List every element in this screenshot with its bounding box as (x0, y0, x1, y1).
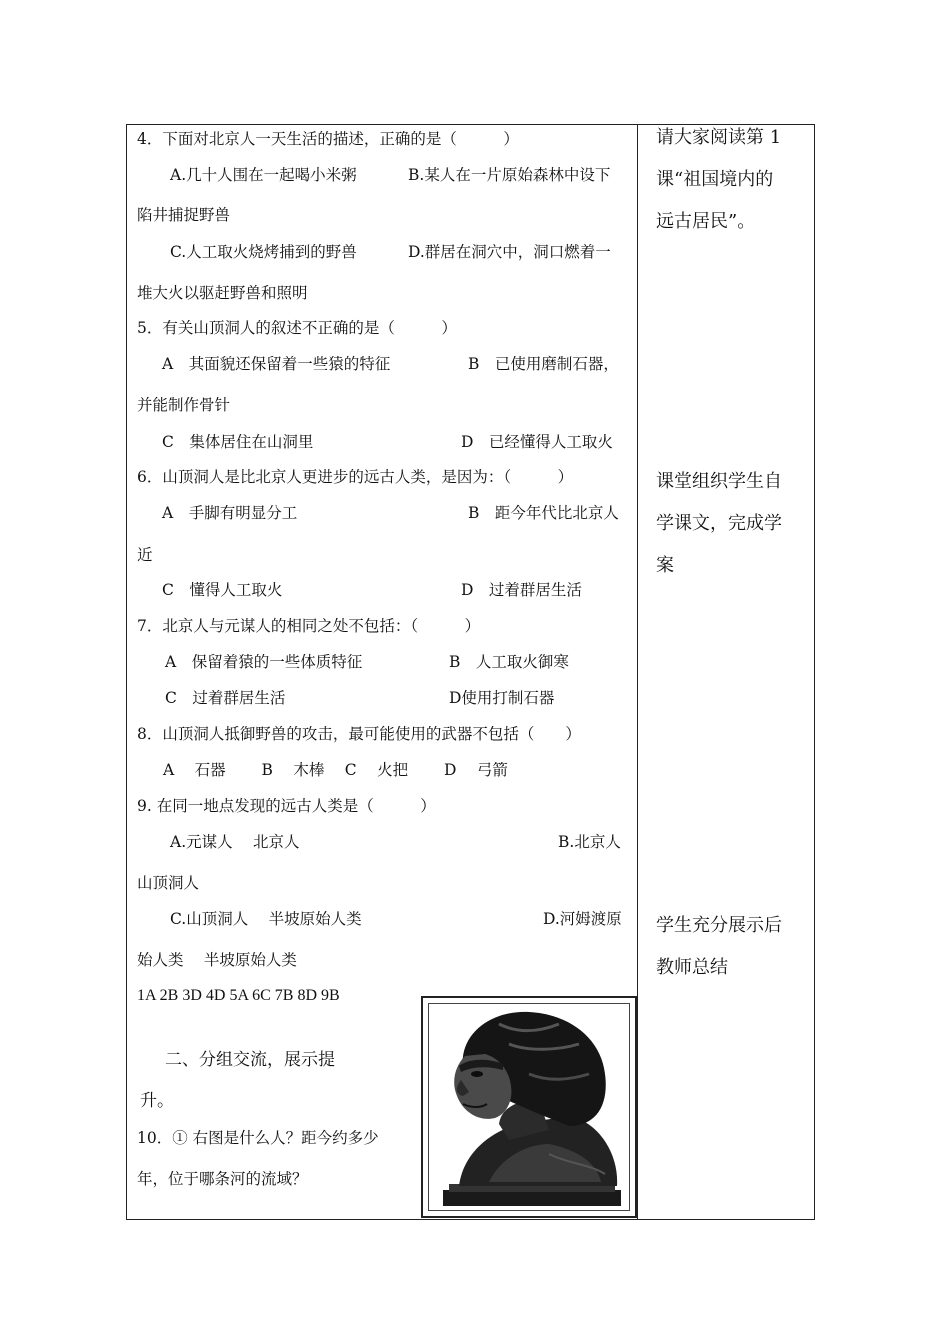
q9-stem: 9. 在同一地点发现的远古人类是（ ） (137, 797, 436, 815)
bust-illustration (429, 1004, 631, 1212)
q10-stem-cont: 年，位于哪条河的流域？ (137, 1170, 308, 1188)
q9-option-d-cont: 始人类 半坡原始人类 (137, 951, 297, 969)
note-line: 案 (656, 555, 674, 576)
q4-option-d-cont: 堆大火以驱赶野兽和照明 (137, 284, 308, 302)
q8-stem: 8．山顶洞人抵御野兽的攻击，最可能使用的武器不包括（ ） (137, 725, 581, 743)
q4-option-c: C.人工取火烧烤捕到的野兽 (170, 243, 357, 261)
q7-stem: 7．北京人与元谋人的相同之处不包括：（ ） (137, 617, 481, 635)
answer-key: 1A 2B 3D 4D 5A 6C 7B 8D 9B (137, 987, 340, 1004)
note-line: 教师总结 (656, 957, 728, 978)
peking-man-bust-image (421, 996, 637, 1218)
q6-option-d: D 过着群居生活 (461, 581, 582, 599)
q4-option-b: B.某人在一片原始森林中设下 (408, 166, 611, 184)
q6-option-b: B 距今年代比北京人 (468, 504, 619, 522)
q5-option-b: B 已使用磨制石器， (468, 355, 619, 373)
note-line: 请大家阅读第 1 (656, 127, 782, 148)
q7-option-b: B 人工取火御寒 (449, 653, 569, 671)
note-line: 课“祖国境内的 (656, 169, 774, 190)
q9-option-c: C.山顶洞人 半坡原始人类 (170, 910, 362, 928)
q6-option-b-cont: 近 (137, 546, 153, 564)
q9-option-b-cont: 山顶洞人 (137, 874, 200, 892)
section2-heading-cont: 升。 (140, 1091, 174, 1111)
q5-stem: 5．有关山顶洞人的叙述不正确的是（ ） (137, 319, 457, 337)
q7-option-a: A 保留着猿的一些体质特征 (165, 653, 363, 671)
q9-option-a: A.元谋人 北京人 (170, 833, 300, 851)
q4-stem: 4．下面对北京人一天生活的描述，正确的是（ ） (137, 130, 519, 148)
q6-option-a: A 手脚有明显分工 (162, 504, 298, 522)
q4-option-b-cont: 陷井捕捉野兽 (137, 206, 231, 224)
note-line: 远古居民”。 (656, 211, 756, 232)
teacher-note-summary (656, 905, 806, 989)
q10-stem: 10．① 右图是什么人？距今约多少 (137, 1129, 379, 1147)
q5-option-c: C 集体居住在山洞里 (162, 433, 314, 451)
q7-option-d: D使用打制石器 (449, 689, 555, 707)
note-line: 课堂组织学生自 (656, 471, 782, 492)
q5-option-b-cont: 并能制作骨针 (137, 396, 231, 414)
q8-options: A 石器 B 木棒 C 火把 D 弓箭 (163, 761, 508, 779)
teacher-note-reading (656, 117, 806, 243)
q4-option-d: D.群居在洞穴中，洞口燃着一 (408, 243, 611, 261)
section2-heading: 二、分组交流，展示提 (165, 1050, 335, 1070)
q9-option-d: D.河姆渡原 (543, 910, 622, 928)
note-line: 学课文，完成学 (656, 513, 782, 534)
q5-option-d: D 已经懂得人工取火 (461, 433, 613, 451)
q6-stem: 6．山顶洞人是比北京人更进步的远古人类，是因为：（ ） (137, 468, 574, 486)
q4-option-a: A.几十人围在一起喝小米粥 (170, 166, 357, 184)
teacher-note-self-study (656, 461, 806, 587)
column-divider (637, 124, 638, 1220)
q7-option-c: C 过着群居生活 (165, 689, 286, 707)
note-line: 学生充分展示后 (656, 915, 782, 936)
q9-option-b: B.北京人 (558, 833, 621, 851)
q6-option-c: C 懂得人工取火 (162, 581, 283, 599)
q5-option-a: A 其面貌还保留着一些猿的特征 (162, 355, 391, 373)
